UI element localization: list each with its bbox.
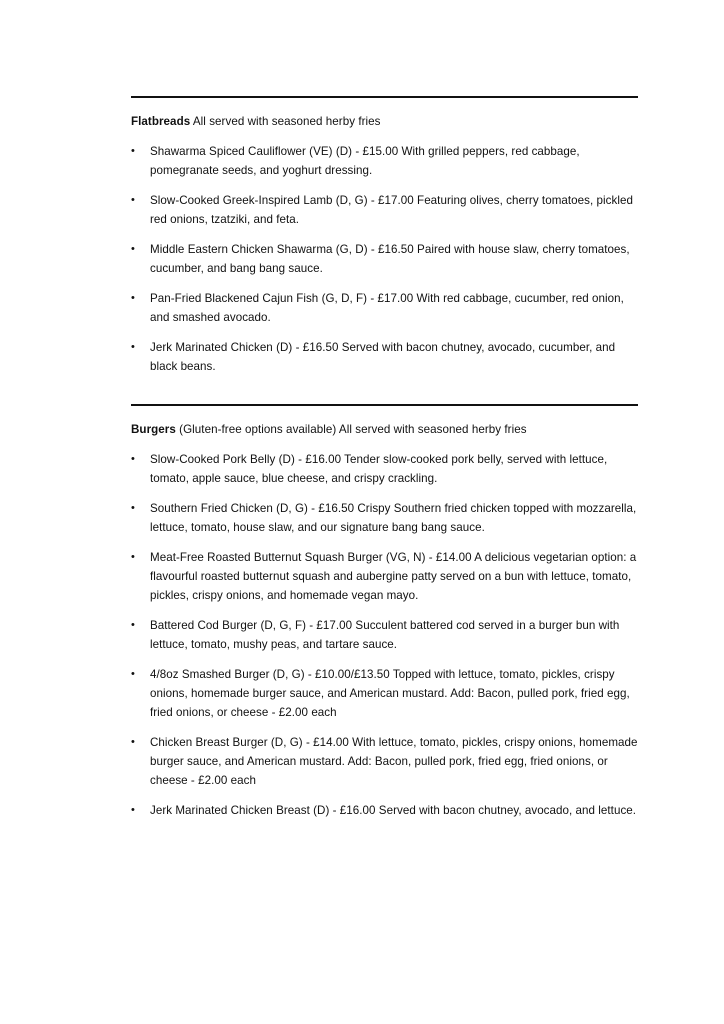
menu-item: • Jerk Marinated Chicken (D) - £16.50 Served with bacon chutney, avocado, cucumber, and black beans. — [131, 338, 638, 376]
menu-section-flatbreads — [131, 96, 638, 376]
menu-item: • Chicken Breast Burger (D, G) - £14.00 With lettuce, tomato, pickles, crispy onions, homemade burger sauce, and American mustard. Add: Bacon, pulled pork, fried egg, fried onions, or cheese - £2.00 each — [131, 733, 638, 790]
menu-section-burgers — [131, 404, 638, 820]
menu-item: • Southern Fried Chicken (D, G) - £16.50 Crispy Southern fried chicken topped with mozzarella, lettuce, tomato, house slaw, and our signature bang bang sauce. — [131, 499, 638, 537]
menu-item: • Slow-Cooked Pork Belly (D) - £16.00 Tender slow-cooked pork belly, served with lettuce, tomato, apple sauce, blue cheese, and crispy crackling. — [131, 450, 638, 488]
section-subtitle-burgers: (Gluten-free options available) All served with seasoned herby fries — [175, 423, 527, 436]
menu-item: • Middle Eastern Chicken Shawarma (G, D) - £16.50 Paired with house slaw, cherry tomatoes, cucumber, and bang bang sauce. — [131, 240, 638, 278]
menu-item: • Battered Cod Burger (D, G, F) - £17.00 Succulent battered cod served in a burger bun with lettuce, tomato, mushy peas, and tartare sauce. — [131, 616, 638, 654]
section-divider-burgers — [131, 404, 638, 406]
menu-item: • Meat-Free Roasted Butternut Squash Burger (VG, N) - £14.00 A delicious vegetarian option: a flavourful roasted butternut squash and aubergine patty served on a bun with lettuce, tomato, pickles, crispy onions, and homemade vegan mayo. — [131, 548, 638, 605]
section-title-flatbreads: Flatbreads — [131, 115, 191, 128]
menu-item: • Slow-Cooked Greek-Inspired Lamb (D, G) - £17.00 Featuring olives, cherry tomatoes, pickled red onions, tzatziki, and feta. — [131, 191, 638, 229]
menu-item: • 4/8oz Smashed Burger (D, G) - £10.00/£13.50 Topped with lettuce, tomato, pickles, crispy onions, homemade burger sauce, and American mustard. Add: Bacon, pulled pork, fried egg, fried onions, or cheese - £2.00 each — [131, 665, 638, 722]
section-divider-flatbreads — [131, 96, 638, 98]
section-heading-flatbreads — [131, 114, 638, 130]
menu-item: • Jerk Marinated Chicken Breast (D) - £16.00 Served with bacon chutney, avocado, and lettuce. — [131, 801, 638, 820]
menu-item: • Pan-Fried Blackened Cajun Fish (G, D, F) - £17.00 With red cabbage, cucumber, red onion, and smashed avocado. — [131, 289, 638, 327]
section-subtitle-flatbreads: All served with seasoned herby fries — [190, 115, 381, 128]
menu-item: • Shawarma Spiced Cauliflower (VE) (D) - £15.00 With grilled peppers, red cabbage, pomegranate seeds, and yoghurt dressing. — [131, 142, 638, 180]
menu-content — [131, 96, 638, 820]
section-heading-burgers — [131, 422, 638, 438]
menu-item-list-burgers — [131, 450, 638, 820]
menu-item-list-flatbreads — [131, 142, 638, 376]
section-title-burgers: Burgers — [131, 423, 176, 436]
